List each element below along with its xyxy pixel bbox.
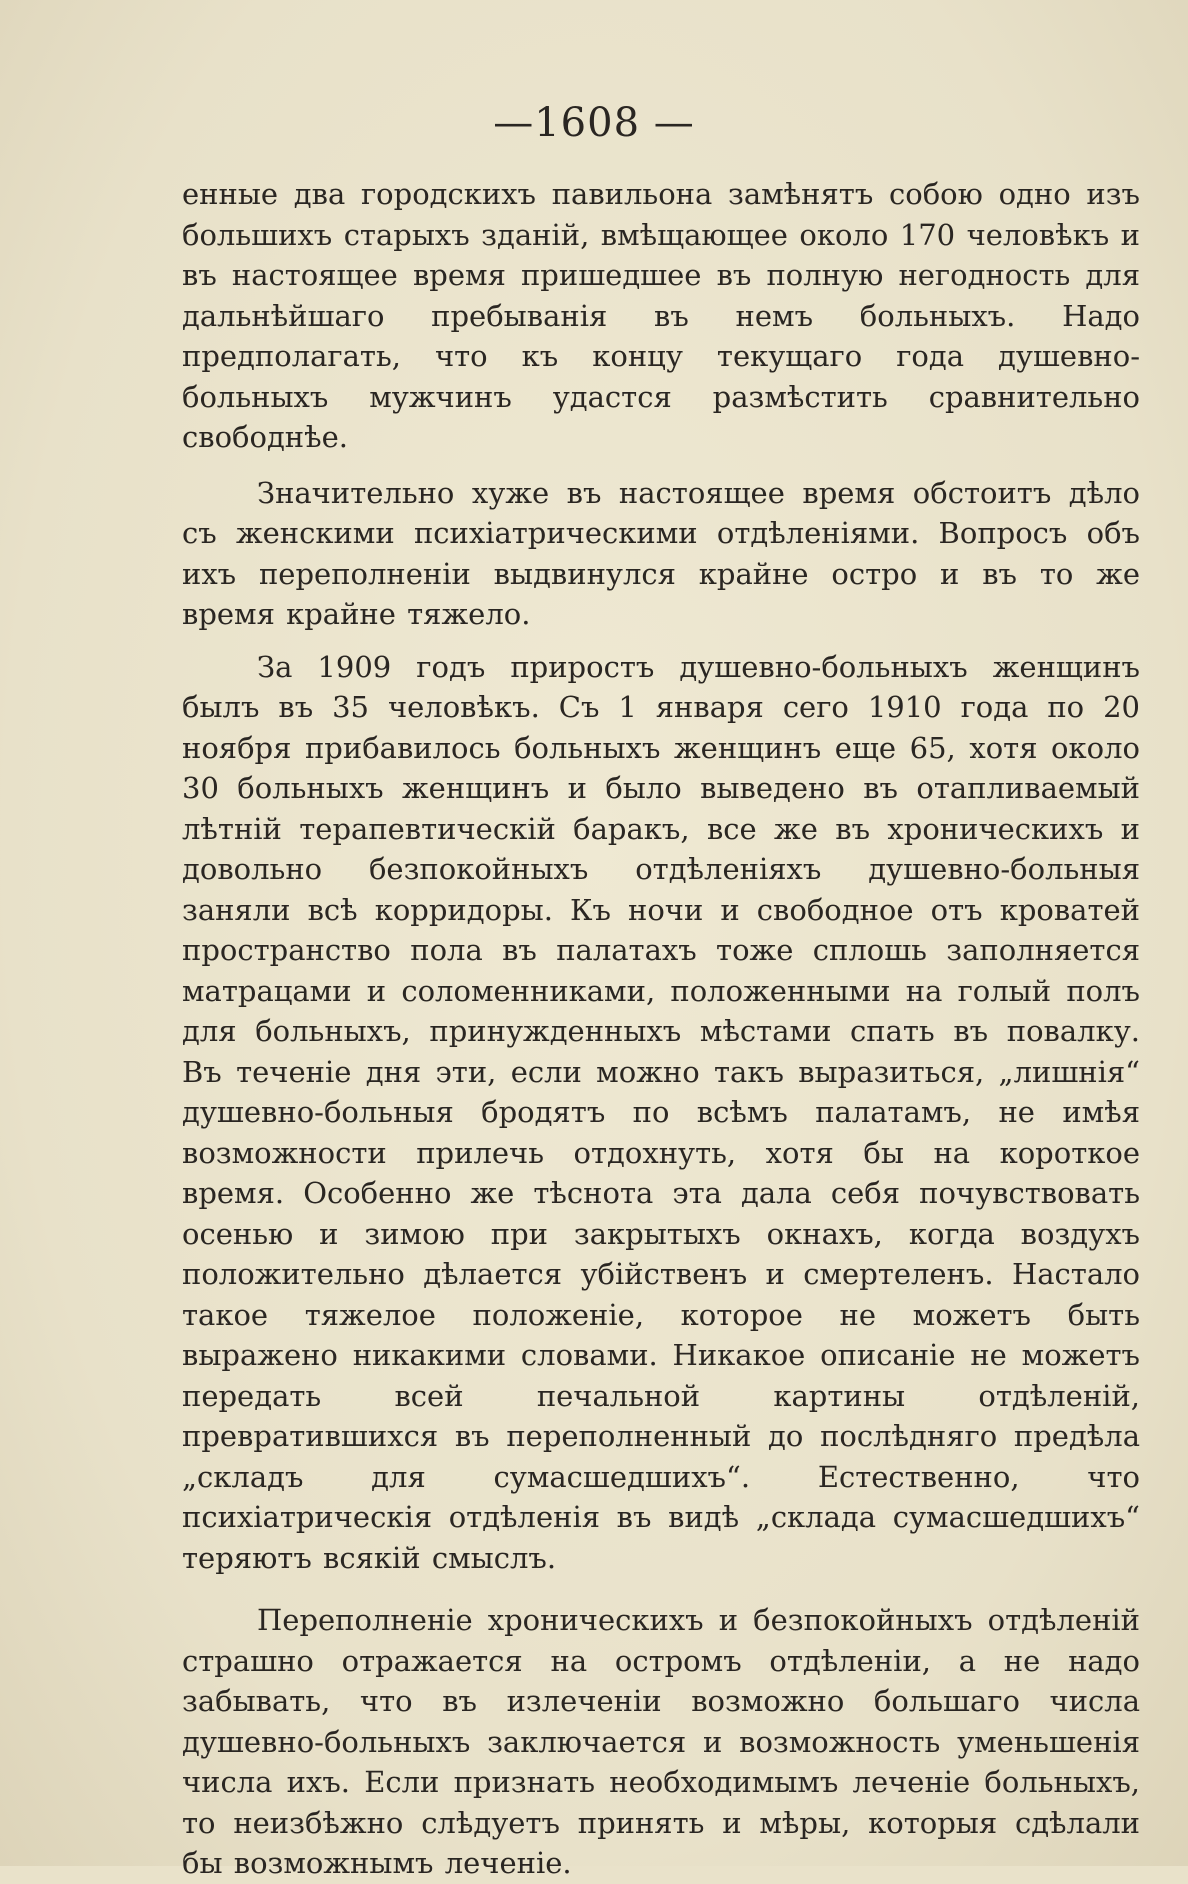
paragraph-2: Значительно хуже въ настоящее время обстоитъ дѣло съ женскими психіатрическими отдѣленіями. Вопросъ объ ихъ переполненіи выдвинулся крайне остро и въ то же время крайне тяжело. [182, 475, 1140, 631]
paragraph-4: Переполненіе хроническихъ и безпокойныхъ отдѣленій страшно отражается на остромъ отдѣленіи, а не надо забывать, что въ излеченіи возможно большаго числа душевно-больныхъ заключается и возможность уменьшенія числа ихъ. Если признать необходимымъ леченіе больныхъ, то неизбѣжно слѣдуетъ принять и мѣры, которыя сдѣлали бы возможнымъ леченіе. [182, 1603, 1140, 1880]
page-number: —1608 — [493, 100, 695, 146]
body-text [182, 174, 1140, 1884]
paragraph-1: енные два городскихъ павильона замѣнятъ собою одно изъ большихъ старыхъ зданій, вмѣщающее около 170 человѣкъ и въ настоящее время пришедшее въ полную негодность для дальнѣйшаго пребыванія въ немъ больныхъ. Надо предполагать, что къ концу текущаго года душевно-больныхъ мужчинъ удастся размѣстить сравнительно свободнѣе. [182, 177, 1140, 454]
paragraph-3: За 1909 годъ приростъ душевно-больныхъ женщинъ былъ въ 35 человѣкъ. Съ 1 января сего 1910 года по 20 ноября прибавилось больныхъ женщинъ еще 65, хотя около 30 больныхъ женщинъ и было выведено въ отапливаемый лѣтній терапевтическій баракъ, все же въ хроническихъ и довольно безпокойныхъ отдѣленіяхъ душевно-больныя заняли всѣ корридоры. Къ ночи и свободное отъ кроватей пространство пола въ палатахъ тоже сплошь заполняется матрацами и соломенниками, положенными на голый полъ для больныхъ, принужденныхъ мѣстами спать въ повалку. Въ теченіе дня эти, если можно такъ выразиться, „лишнія“ душевно-больныя бродятъ по всѣмъ палатамъ, не имѣя возможности прилечь отдохнуть, хотя бы на короткое время. Особенно же тѣснота эта дала себя почувствовать осенью и зимою при закрытыхъ окнахъ, когда воздухъ положительно дѣлается убійственъ и смертеленъ. Настало такое тяжелое положеніе, которое не можетъ быть выражено никакими словами. Никакое описаніе не можетъ передать всей печальной картины отдѣленій, превратившихся въ переполненный до послѣдняго предѣла „складъ для сумасшедшихъ“. Естественно, что психіатрическія отдѣленія въ видѣ „склада сумасшедшихъ“ теряютъ всякій смыслъ. [182, 649, 1140, 1575]
